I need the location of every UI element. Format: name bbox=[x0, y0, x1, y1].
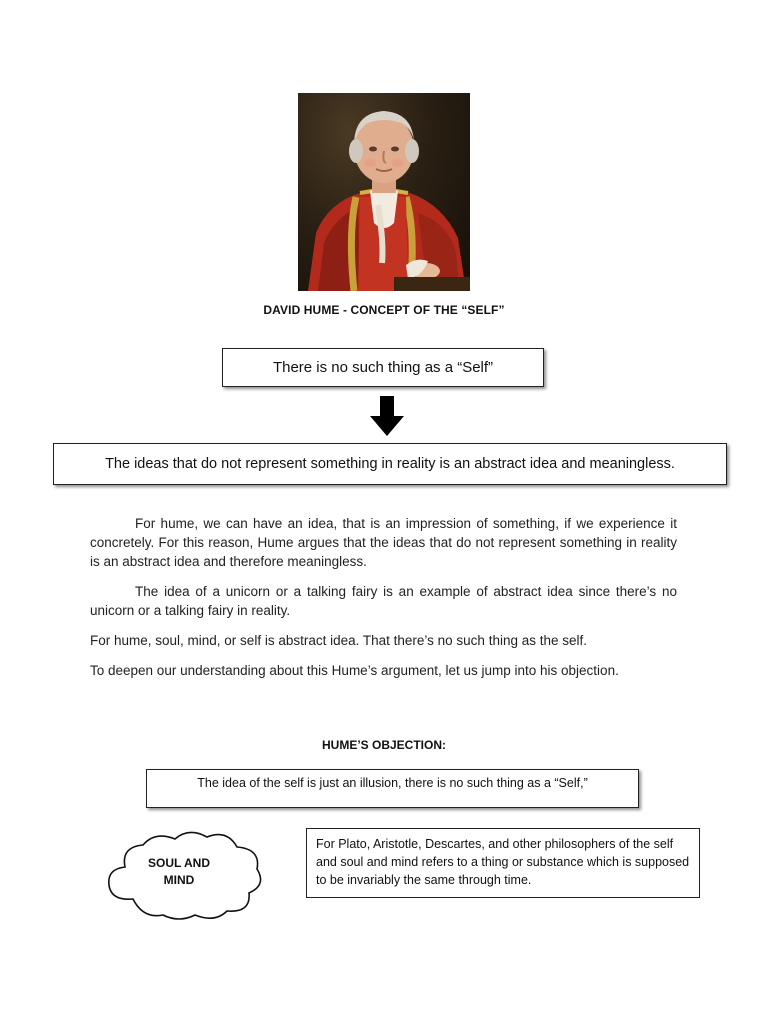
cloud-label-line2: MIND bbox=[163, 873, 195, 887]
objection-heading: HUME’S OBJECTION: bbox=[321, 738, 446, 752]
paragraph-1-text: For hume, we can have an idea, that is an impression of something, if we experience it concretely. For this reason, Hume argues that the ideas that do not represent something in reality is an abstract idea and therefore meaningless. bbox=[90, 516, 677, 569]
objection-box bbox=[146, 769, 639, 808]
page-title: DAVID HUME - CONCEPT OF THE “SELF” bbox=[263, 303, 505, 317]
abstract-idea-text: The ideas that do not represent something in reality is an abstract idea and meaningless. bbox=[105, 456, 675, 472]
paragraph-3-text: For hume, soul, mind, or self is abstract idea. That there’s no such thing as the self. bbox=[90, 633, 588, 648]
abstract-idea-box bbox=[53, 443, 727, 485]
paragraph-2-text: The idea of a unicorn or a talking fairy is an example of abstract idea since there’s no unicorn or a talking fairy in reality. bbox=[90, 584, 677, 618]
paragraph-4 bbox=[90, 661, 677, 680]
paragraph-4-text: To deepen our understanding about this Hume’s argument, let us jump into his objection. bbox=[90, 663, 619, 678]
no-self-statement-box bbox=[222, 348, 544, 387]
paragraph-3 bbox=[90, 631, 677, 650]
philosophers-info-text: For Plato, Aristotle, Descartes, and other philosophers of the self and soul and mind refers to a thing or substance which is supposed to be invariably the same through time. bbox=[316, 837, 690, 887]
no-self-statement-text: There is no such thing as a “Self” bbox=[272, 359, 494, 376]
down-arrow-icon bbox=[370, 396, 404, 436]
cloud-label bbox=[127, 855, 231, 889]
paragraph-1 bbox=[90, 514, 677, 571]
cloud-label-line1: SOUL AND bbox=[147, 856, 210, 870]
david-hume-portrait bbox=[298, 93, 470, 291]
philosophers-info-box bbox=[306, 828, 700, 898]
objection-text: The idea of the self is just an illusion, there is no such thing as a “Self,” bbox=[197, 776, 588, 790]
paragraph-2 bbox=[90, 582, 677, 620]
